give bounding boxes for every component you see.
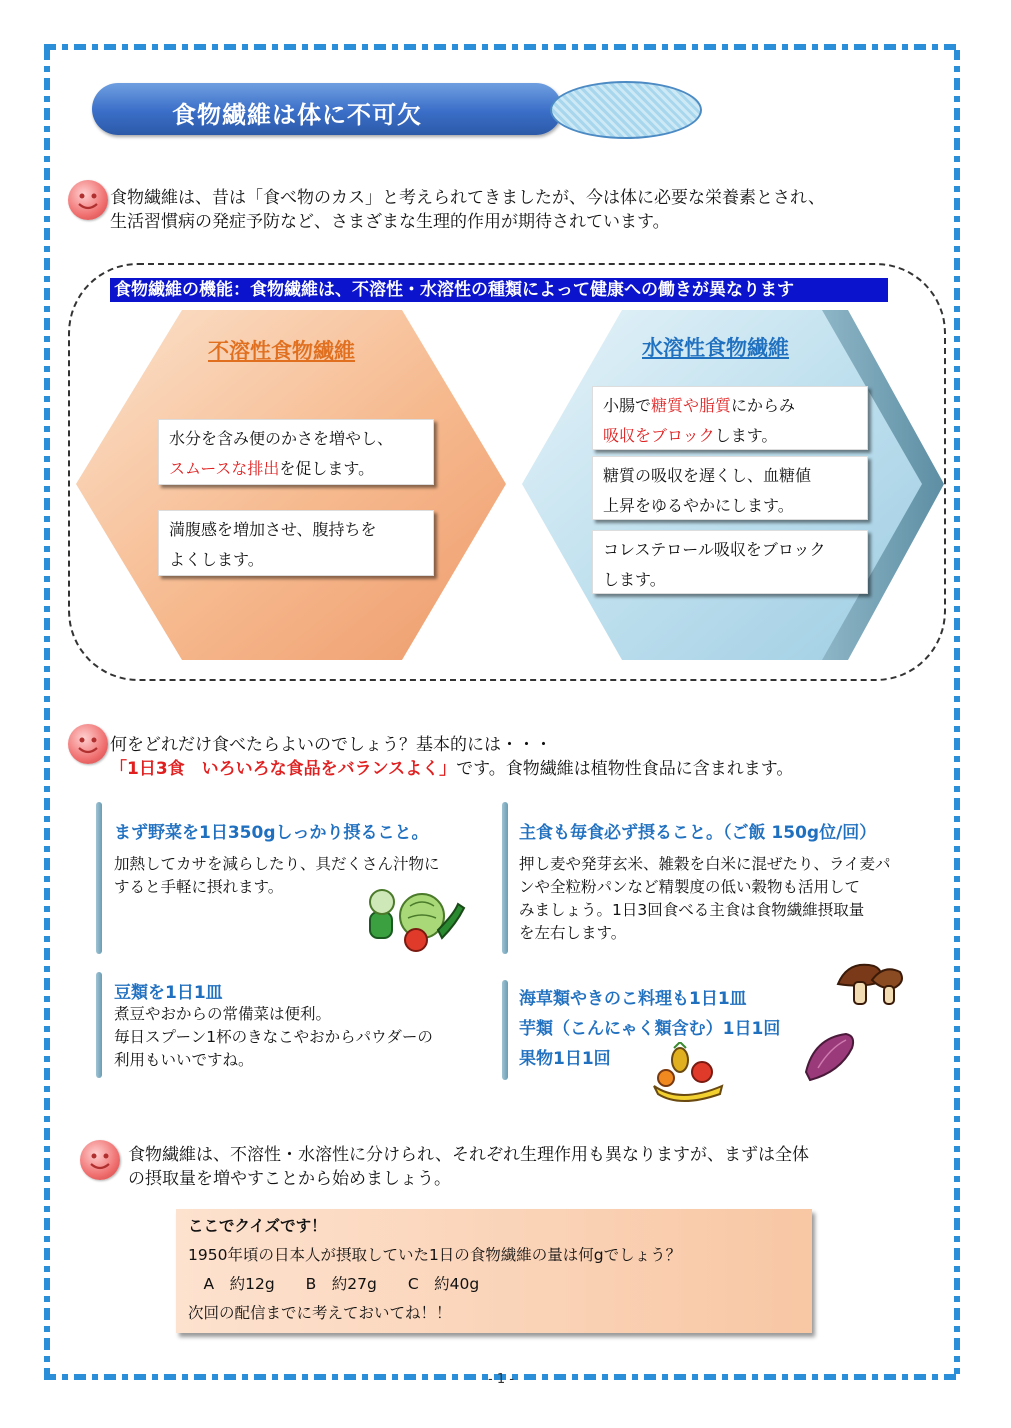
smiley-icon: [80, 1140, 120, 1180]
text: を促します。: [279, 459, 375, 478]
soluble-box-1-line-1: [603, 391, 857, 421]
insoluble-box-1-line-1: 水分を含み便のかさを増やし、: [169, 429, 394, 448]
mushroom-illustration: [834, 958, 906, 1008]
section-bar: [502, 980, 508, 1080]
soluble-box-2: [592, 456, 868, 520]
section-bar: [96, 802, 102, 954]
insoluble-title: 不溶性食物繊維: [208, 339, 355, 363]
others-line-3: 果物1日1回: [519, 1049, 611, 1069]
text: です。食物繊維は植物性食品に含まれます。: [456, 759, 794, 779]
staple-line-4: を左右します。: [519, 924, 627, 942]
smiley-icon: [68, 180, 108, 220]
insoluble-box-2: [158, 510, 434, 576]
soluble-box-3-line-1: コレステロール吸収をブロック: [603, 540, 826, 559]
smiley-icon: [68, 724, 108, 764]
soluble-title: 水溶性食物繊維: [642, 336, 789, 360]
soluble-box-3-line-2: します。: [603, 570, 666, 589]
fruits-illustration: [650, 1042, 730, 1104]
beans-line-3: 利用もいいですね。: [114, 1051, 254, 1069]
text: にからみ: [731, 396, 796, 415]
howmuch-line-2: [110, 757, 793, 781]
quiz-box: [176, 1209, 812, 1333]
staple-text: [519, 853, 891, 945]
beans-line-1: 煮豆やおからの常備菜は便利。: [114, 1005, 332, 1023]
intro-line-2: 生活習慣病の発症予防など、さまざまな生理的作用が期待されています。: [110, 212, 670, 232]
insoluble-box-1-line-2: [169, 454, 423, 484]
soluble-box-2-line-1: 糖質の吸収を遅くし、血糖値: [603, 466, 812, 485]
quiz-footer: 次回の配信までに考えておいてね！！: [188, 1304, 452, 1322]
highlight-red: スムースな排出: [169, 459, 280, 478]
quiz-heading: ここでクイズです！: [188, 1217, 327, 1235]
page-title: 食物繊維は体に不可欠: [172, 101, 422, 129]
closing-text: [128, 1143, 809, 1191]
howmuch-text: [110, 733, 793, 781]
highlight-red: 吸収をブロック: [603, 426, 715, 445]
closing-line-1: 食物繊維は、不溶性・水溶性に分けられ、それぞれ生理作用も異なりますが、まずは全体: [128, 1145, 810, 1165]
function-heading: 食物繊維の機能：食物繊維は、不溶性・水溶性の種類によって健康への働きが異なります: [110, 278, 888, 302]
others-line-1: 海草類やきのこ料理も1日1皿: [519, 989, 747, 1009]
others-line-2: 芋類（こんにゃく類含む）1日1回: [519, 1019, 781, 1039]
staple-heading: 主食も毎食必ず摂ること。（ご飯 150g位/回）: [519, 823, 877, 843]
banner-pattern-oval: [550, 81, 702, 139]
staple-line-3: みましょう。1日3回食べる主食は食物繊維摂取量: [519, 901, 865, 919]
highlight-red: 糖質や脂質: [651, 396, 732, 415]
text: します。: [714, 426, 778, 445]
closing-line-2: の摂取量を増やすことから始めましょう。: [128, 1169, 451, 1189]
soluble-box-1-line-2: [603, 421, 857, 451]
insoluble-box-2-line-2: よくします。: [169, 550, 264, 569]
staple-line-1: 押し麦や発芽玄米、雑穀を白米に混ぜたり、ライ麦パ: [519, 855, 891, 873]
soluble-box-3: [592, 530, 868, 594]
beans-heading: 豆類を1日1皿: [114, 983, 223, 1003]
page-number: - 1 -: [488, 1372, 514, 1387]
quiz-question: 1950年頃の日本人が摂取していた1日の食物繊維の量は何gでしょう？: [188, 1246, 682, 1264]
veg-line-1: 加熱してカサを減らしたり、具だくさん汁物に: [114, 855, 440, 873]
veg-heading: まず野菜を1日350gしっかり摂ること。: [114, 823, 429, 843]
beans-text: [114, 1003, 433, 1072]
text: 小腸で: [603, 396, 652, 415]
soluble-box-2-line-2: 上昇をゆるやかにします。: [603, 496, 794, 515]
title-banner: [92, 75, 612, 143]
intro-text: [110, 186, 825, 234]
insoluble-box-1: [158, 419, 434, 485]
soluble-box-1: [592, 386, 868, 450]
highlight-red: 「1日3食 いろいろな食品をバランスよく」: [110, 759, 457, 779]
section-bar: [502, 802, 508, 954]
staple-line-2: ンや全粒粉パンなど精製度の低い穀物も活用して: [519, 878, 861, 896]
veg-line-2: すると手軽に摂れます。: [114, 878, 284, 896]
intro-line-1: 食物繊維は、昔は「食べ物のカス」と考えられてきましたが、今は体に必要な栄養素とされ、: [110, 188, 826, 208]
vegetables-illustration: [360, 884, 468, 954]
quiz-choices: A 約12g B 約27g C 約40g: [188, 1275, 480, 1293]
sweet-potato-illustration: [800, 1028, 860, 1084]
howmuch-line-1: 何をどれだけ食べたらよいのでしょう？基本的には・・・: [110, 735, 552, 755]
section-bar: [96, 972, 102, 1078]
insoluble-box-2-line-1: 満腹感を増加させ、腹持ちを: [169, 520, 377, 539]
beans-line-2: 毎日スプーン1杯のきなこやおからパウダーの: [114, 1028, 433, 1046]
